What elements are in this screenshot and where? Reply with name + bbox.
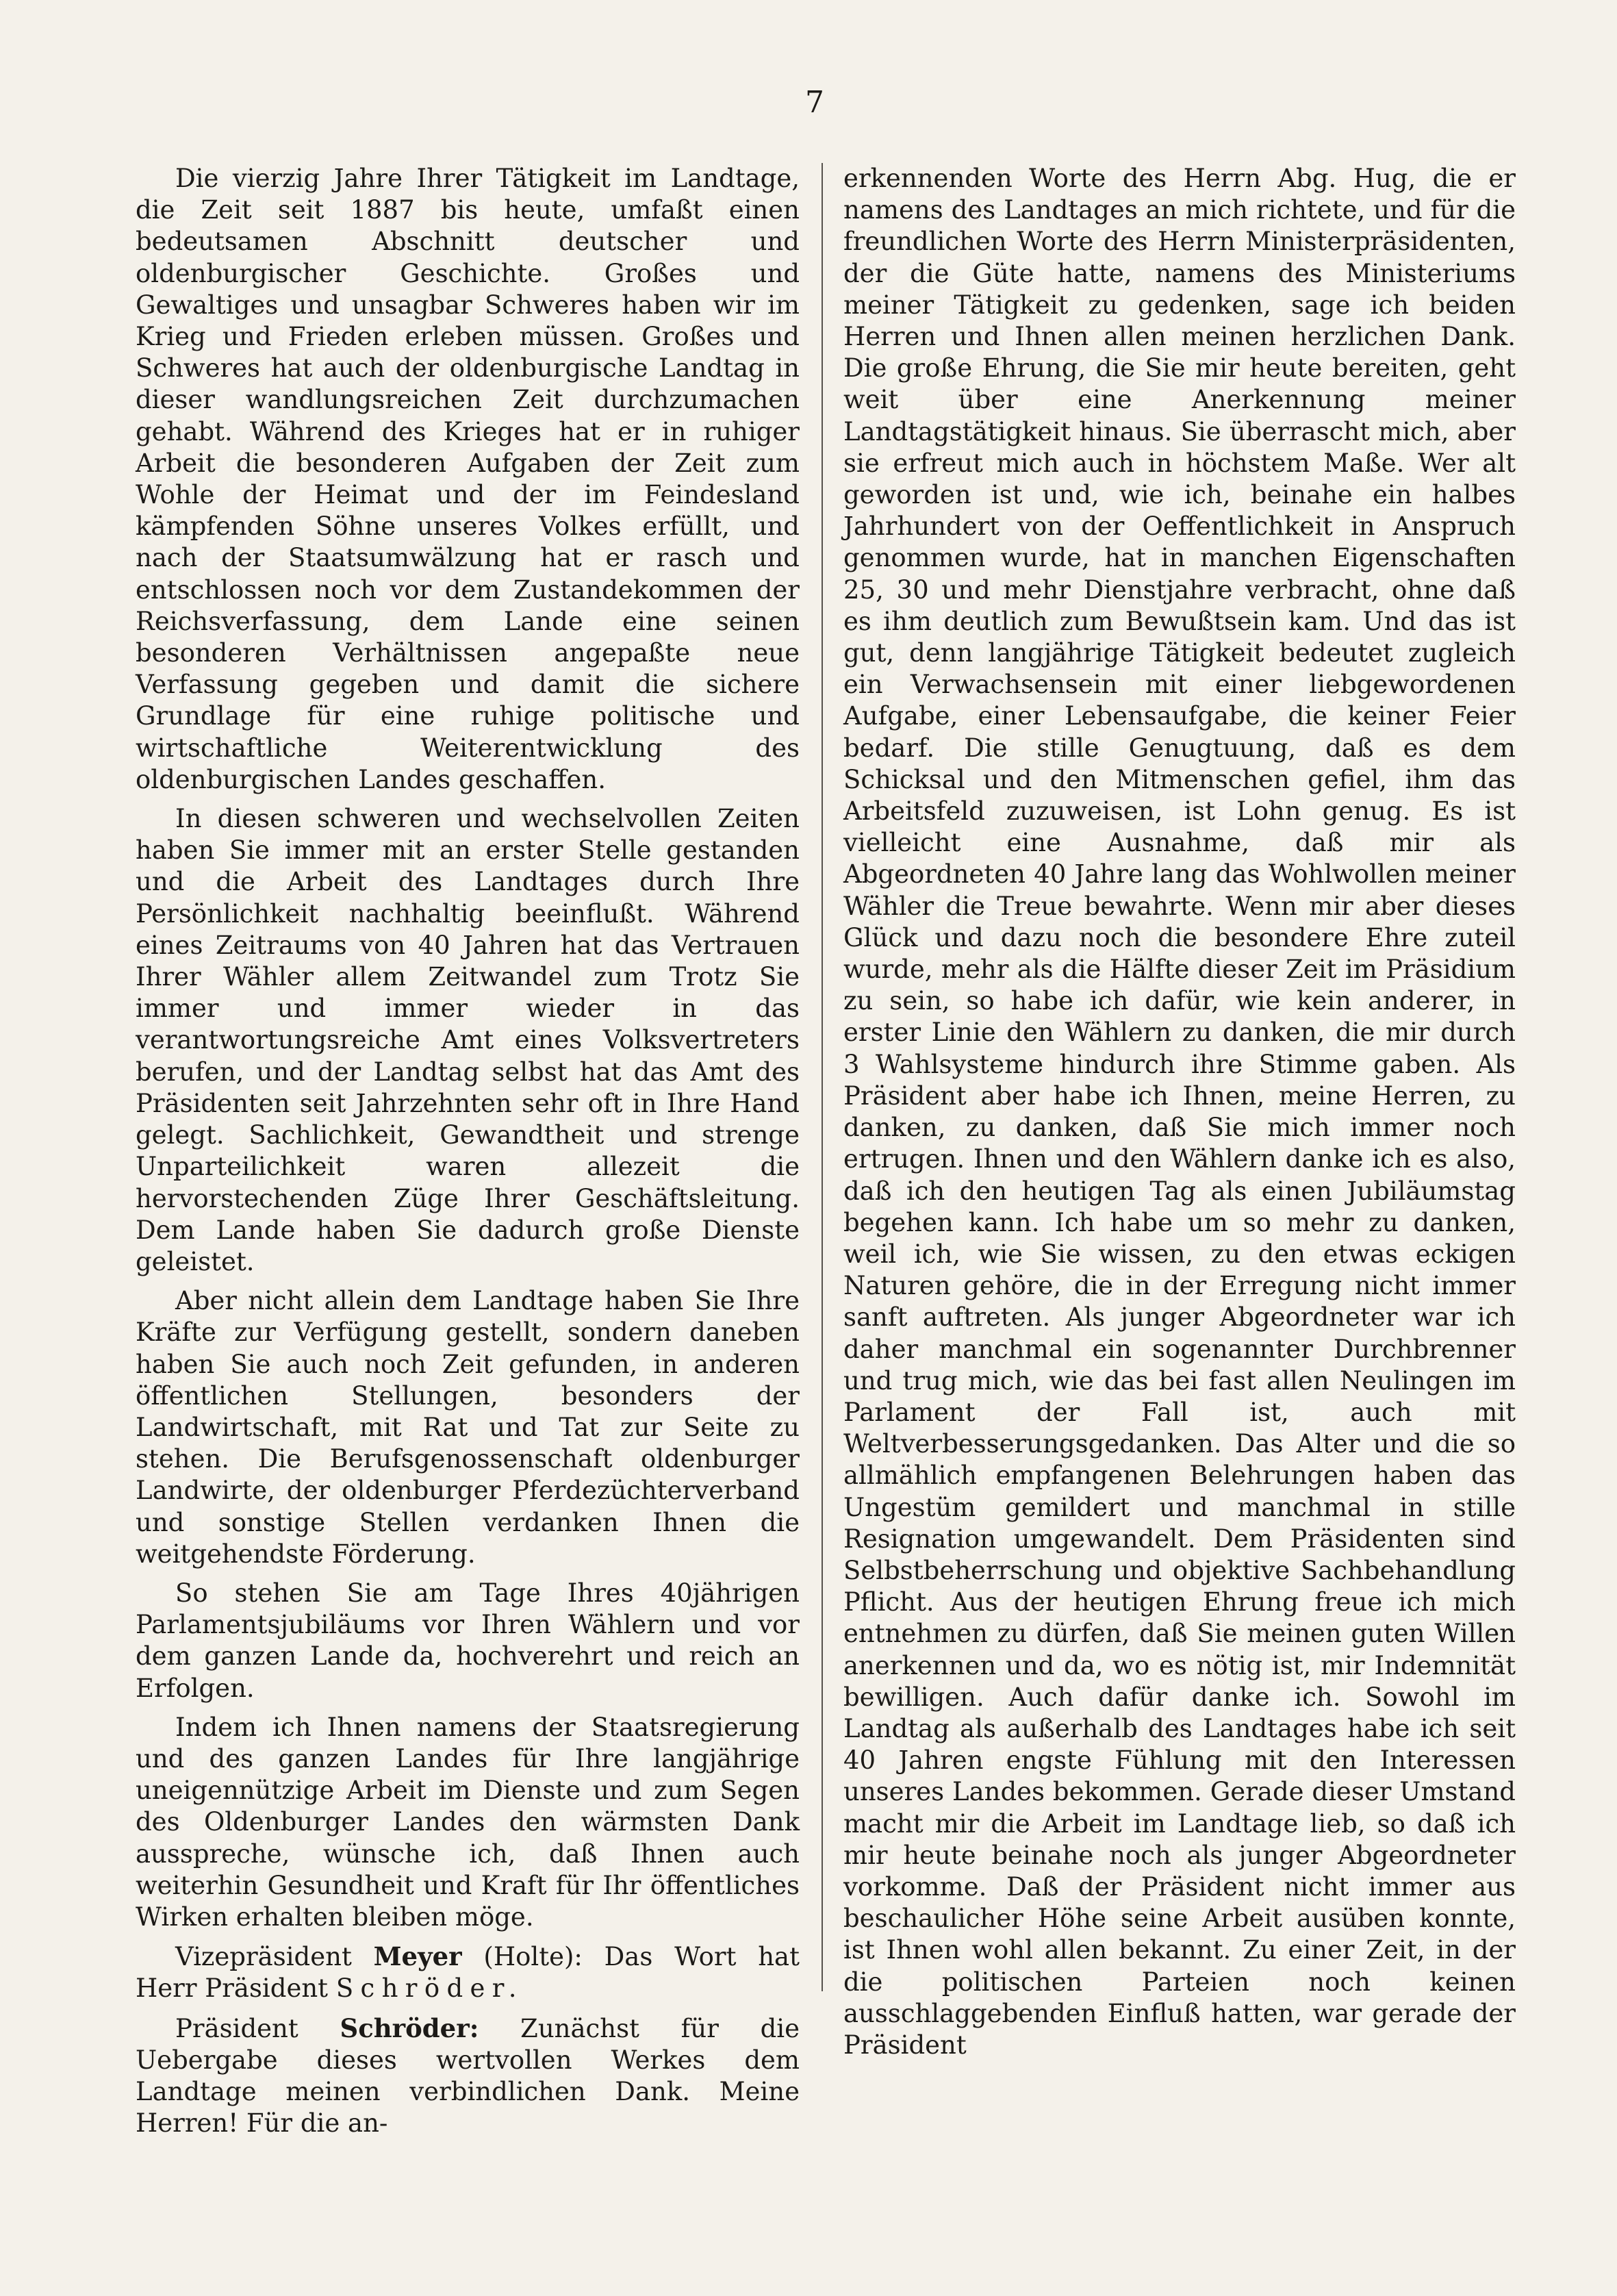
speaker-name: Schröder:	[340, 2013, 479, 2043]
right-column	[843, 163, 1516, 2069]
paragraph: In diesen schweren und wechselvollen Zeiten haben Sie immer mit an erster Stelle gestanden und die Arbeit des Landtages durch Ihre Persönlichkeit nachhaltig beeinflußt. Während eines Zeitraums von 40 Jahren hat das Vertrauen Ihrer Wähler allem Zeitwandel zum Trotz Sie immer und immer wieder in das verantwortungsreiche Amt eines Volksvertreters berufen, und der Landtag selbst hat das Amt des Präsidenten seit Jahrzehnten sehr oft in Ihre Hand gelegt. Sachlichkeit, Gewandtheit und strenge Unparteilichkeit waren allezeit die hervorstechenden Züge Ihrer Geschäftsleitung. Dem Lande haben Sie dadurch große Dienste geleistet.	[136, 804, 800, 1276]
left-column	[136, 163, 800, 2147]
president-speech-start	[136, 2013, 800, 2140]
speech-text: Zunächst für die Uebergabe dieses wertvollen Werkes dem Landtage meinen verbindlichen Dank. Meine Herren! Für die an-	[136, 2013, 800, 2139]
speaker-role: Präsident	[175, 2013, 298, 2043]
speech-continuation: erkennenden Worte des Herrn Abg. Hug, die er namens des Landtages an mich richtete, und für die freundlichen Worte des Herrn Ministerpräsidenten, der die Güte hatte, namens des Ministeriums meiner Tätigkeit zu gedenken, sage ich beiden Herren und Ihnen allen meinen herzlichen Dank. Die große Ehrung, die Sie mir heute bereiten, geht weit über eine Anerkennung meiner Landtagstätigkeit hinaus. Sie überrascht mich, aber sie erfreut mich auch in höchstem Maße. Wer alt geworden ist und, wie ich, beinahe ein halbes Jahrhundert von der Oeffentlichkeit in Anspruch genommen wurde, hat in manchen Eigenschaften 25, 30 und mehr Dienstjahre verbracht, ohne daß es ihm deutlich zum Bewußtsein kam. Und das ist gut, denn langjährige Tätigkeit bedeutet zugleich ein Verwachsensein mit einer liebgewordenen Aufgabe, einer Lebensaufgabe, die keiner Feier bedarf. Die stille Genugtuung, daß es dem Schicksal und den Mitmenschen gefiel, ihm das Arbeitsfeld zuzuweisen, ist Lohn genug. Es ist vielleicht eine Ausnahme, daß mir als Abgeordneten 40 Jahre lang das Wohlwollen meiner Wähler die Treue bewahrte. Wenn mir aber dieses Glück und dazu noch die besondere Ehre zuteil wurde, mehr als die Hälfte dieser Zeit im Präsidium zu sein, so habe ich dafür, wie kein anderer, in erster Linie den Wählern zu danken, die mir durch 3 Wahlsysteme hindurch ihre Stimme gaben. Als Präsident aber habe ich Ihnen, meine Herren, zu danken, zu danken, daß Sie mich immer noch ertrugen. Ihnen und den Wählern danke ich es also, daß ich den heutigen Tag als einen Jubiläumstag begehen kann. Ich habe um so mehr zu danken, weil ich, wie Sie wissen, zu den etwas eckigen Naturen gehöre, die in der Erregung nicht immer sanft auftreten. Als junger Abgeordneter war ich daher manchmal ein sogenannter Durchbrenner und trug mich, wie das bei fast allen Neulingen im Parlament der Fall ist, auch mit Weltverbesserungsgedanken. Das Alter und die so allmählich empfangenen Belehrungen haben das Ungestüm gemildert und manchmal in stille Resignation umgewandelt. Dem Präsidenten sind Selbstbeherrschung und objektive Sachbehandlung Pflicht. Aus der heutigen Ehrung freue ich mich entnehmen zu dürfen, daß Sie meinen guten Willen anerkennen und da, wo es nötig ist, mir Indemnität bewilligen. Auch dafür danke ich. Sowohl im Landtag als außerhalb des Landtages habe ich seit 40 Jahren engste Fühlung mit den Interessen unseres Landes bekommen. Gerade dieser Umstand macht mir die Arbeit im Landtage lieb, so daß ich mir heute beinahe noch als junger Abgeordneter vorkomme. Daß der Präsident nicht immer aus beschaulicher Höhe seine Arbeit ausüben konnte, ist Ihnen wohl allen bekannt. Zu einer Zeit, in der die politischen Parteien noch keinen ausschlaggebenden Einfluß hatten, war gerade der Präsident	[843, 164, 1516, 2060]
speaker-role: Vizepräsident	[175, 1942, 352, 1972]
paragraph: Die vierzig Jahre Ihrer Tätigkeit im Landtage, die Zeit seit 1887 bis heute, umfaßt einen bedeutsamen Abschnitt deutscher und oldenburgischer Geschichte. Großes und Gewaltiges und unsagbar Schweres haben wir im Krieg und Frieden erleben müssen. Großes und Schweres hat auch der oldenburgische Landtag in dieser wandlungsreichen Zeit durchzumachen gehabt. Während des Krieges hat er in ruhiger Arbeit die besonderen Aufgaben der Zeit zum Wohle der Heimat und der im Feindesland kämpfenden Söhne unseres Volkes erfüllt, und nach der Staatsumwälzung hat er rasch und entschlossen noch vor dem Zustandekommen der Reichsverfassung, dem Lande eine seinen besonderen Verhältnissen angepaßte neue Verfassung gegeben und damit die sichere Grundlage für eine ruhige politische und wirtschaftliche Weiterentwicklung des oldenburgischen Landes geschaffen.	[136, 164, 800, 794]
paragraph: So stehen Sie am Tage Ihres 40jährigen Parlamentsjubiläums vor Ihren Wählern und vor dem ganzen Lande da, hochverehrt und reich an Erfolgen.	[136, 1578, 800, 1703]
page-number: 7	[805, 85, 824, 120]
column-divider	[822, 163, 823, 1991]
remark-text: (Holte): Das Wort hat Herr Präsident	[136, 1942, 800, 2004]
paragraph: Aber nicht allein dem Landtage haben Sie Ihre Kräfte zur Verfügung gestellt, sondern daneben haben Sie auch noch Zeit gefunden, in anderen öffentlichen Stellungen, besonders der Landwirtschaft, mit Rat und Tat zur Seite zu stehen. Die Berufsgenossenschaft oldenburger Landwirte, der oldenburger Pferdezüchterverband und sonstige Stellen verdanken Ihnen die weitgehendste Förderung.	[136, 1286, 800, 1569]
speaker-name: Meyer	[373, 1941, 462, 1972]
paragraph: Indem ich Ihnen namens der Staatsregierung und des ganzen Landes für Ihre langjährige uneigennützige Arbeit im Dienste und zum Segen des Oldenburger Landes den wärmsten Dank ausspreche, wünsche ich, daß Ihnen auch weiterhin Gesundheit und Kraft für Ihr öffentliches Wirken erhalten bleiben möge.	[136, 1712, 800, 1932]
vice-president-remark	[136, 1941, 800, 2004]
spaced-name: Schröder.	[335, 1973, 524, 2004]
